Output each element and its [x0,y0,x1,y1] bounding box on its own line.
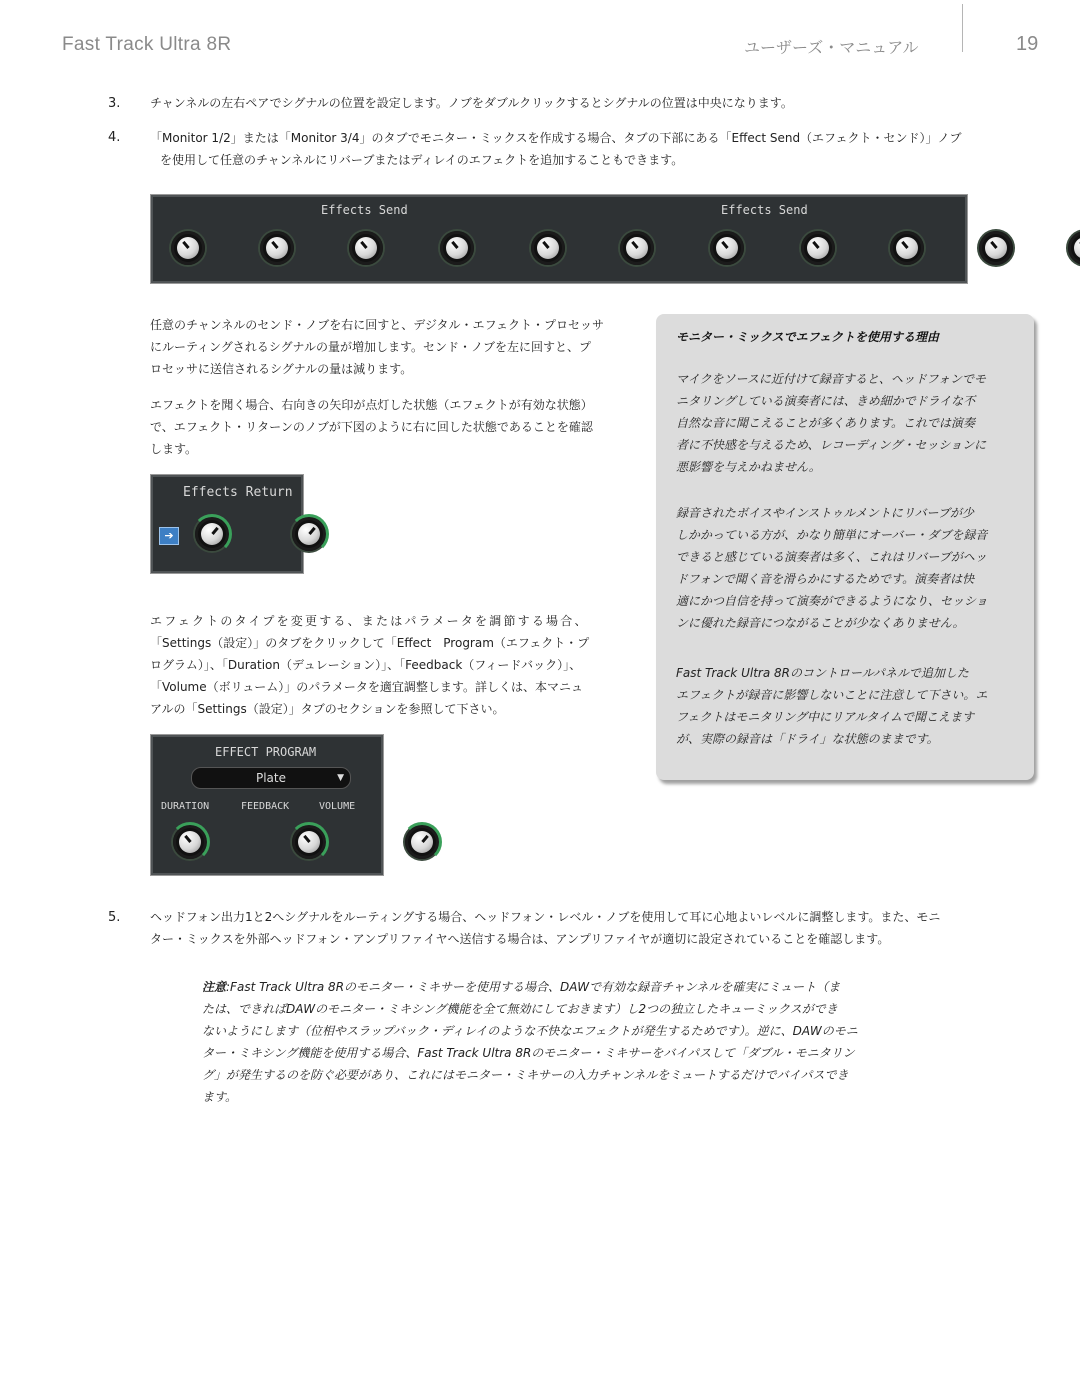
effect-program-dropdown[interactable] [191,767,351,789]
effects-return-panel [150,474,304,574]
sidebar-para1-line3: 自然な音に聞こえることが多くあります。これでは演奏 [676,416,976,430]
duration-label: DURATION [161,801,210,812]
note-line3: ないようにします（位相やスラップバック・ディレイのような不快なエフェクトが発生するためです）。逆に、DAWのモニ [202,1024,858,1038]
body-para1-line2: にルーティングされるシグナルの量が増加します。センド・ノブを左に回すと、プ [150,340,592,354]
volume-knob[interactable] [405,825,439,859]
effects-return-label: Effects Return [183,485,293,500]
sidebar-para1-line5: 悪影響を与えかねません。 [676,460,821,474]
sidebar-para2-line1: 録音されたボイスやインストゥルメントにリバーブが少 [676,506,974,520]
sidebar-para2-line3: できると感じている演奏者は多く、これはリバーブがヘッ [676,550,987,564]
return-knob-right[interactable] [292,517,326,551]
effects-enable-arrow-button[interactable] [159,527,179,545]
sidebar-box [656,314,1034,780]
note-label: 注意 [202,980,227,994]
send-knob-8[interactable] [801,231,835,265]
send-knob-5[interactable] [531,231,565,265]
manual-subtitle: ユーザーズ・マニュアル [744,38,919,57]
sidebar-para2-line4: ドフォンで聞く音を滑らかにするためです。演奏者は快 [676,572,975,586]
body-para3-line3: ログラム）」、「Duration（デュレーション）」、「Feedback（フィードバック）」、 [150,658,582,672]
sidebar-para3-line3: フェクトはモニタリング中にリアルタイムで聞こえます [676,710,974,724]
send-knob-10[interactable] [979,231,1013,265]
body-para3-line1: エフェクトのタイプを変更する、またはパラメータを調節する場合、 [150,614,589,628]
send-knob-3[interactable] [349,231,383,265]
feedback-label: FEEDBACK [241,801,290,812]
step-5-text-line1: ヘッドフォン出力1と2へシグナルをルーティングする場合、ヘッドフォン・レベル・ノブを使用して耳に心地よいレベルに調整します。また、モニ [150,910,941,924]
sidebar-para1-line1: マイクをソースに近付けて録音すると、ヘッドフォンでモ [676,372,986,386]
effect-program-label: EFFECT PROGRAM [215,745,317,759]
send-knob-4[interactable] [440,231,474,265]
effect-program-selected: Plate [255,771,286,785]
send-knob-row [171,231,951,271]
effects-send-label-left: Effects Send [321,203,408,217]
note-line1 [202,976,840,998]
step-3-number: 3. [108,96,121,111]
sidebar-heading: モニター・ミックスでエフェクトを使用する理由 [676,330,940,344]
body-para3-line4: 「Volume（ボリューム）」のパラメータを適宜調整します。詳しくは、本マニュ [150,680,583,694]
note-line2: たは、できればDAWのモニター・ミキシング機能を全て無効にしておきます）し2つの独立したキューミックスができ [202,1002,838,1016]
body-para2-line2: で、エフェクト・リターンのノブが下図のように右に回した状態であることを確認 [150,420,593,434]
step-5-text-line2: ター・ミックスを外部ヘッドフォン・アンプリファイヤへ送信する場合は、アンプリファイヤが適切に設定されていることを確認します。 [150,932,890,946]
send-knob-7[interactable] [710,231,744,265]
sidebar-para3-line4: が、実際の録音は「ドライ」な状態のままです。 [676,732,939,746]
sidebar-para3-line2: エフェクトが録音に影響しないことに注意して下さい。エ [676,688,988,702]
effect-program-panel [150,734,384,876]
body-para2-line3: します。 [150,442,198,456]
sidebar-para3-line1: Fast Track Ultra 8Rのコントロールパネルで追加した [676,666,969,680]
send-knob-6[interactable] [620,231,654,265]
body-para1-line1: 任意のチャンネルのセンド・ノブを右に回すと、デジタル・エフェクト・プロセッサ [150,318,604,332]
step-4-text-line1: 「Monitor 1/2」または「Monitor 3/4」のタブでモニター・ミックスを作成する場合、タブの下部にある「Effect Send（エフェクト・センド）」ノブ [150,131,962,145]
body-para1-line3: ロセッサに送信されるシグナルの量は減ります。 [150,362,413,376]
sidebar-para1-line2: ニタリングしている演奏者には、きめ細かでドライな不 [676,394,976,408]
document-title: Fast Track Ultra 8R [62,34,232,55]
step-4-text-line2: を使用して任意のチャンネルにリバーブまたはディレイのエフェクトを追加することもできます。 [160,153,684,167]
send-knob-2[interactable] [260,231,294,265]
body-para2-line1: エフェクトを聞く場合、右向きの矢印が点灯した状態（エフェクトが有効な状態） [150,398,593,412]
body-para3-line5: アルの「Settings（設定）」タブのセクションを参照して下さい。 [150,702,505,716]
note-line5: グ」が発生するのを防ぐ必要があり、これにはモニター・ミキサーの入力チャンネルをミュートするだけでバイパスでき [202,1068,849,1082]
feedback-knob[interactable] [292,825,326,859]
page-number: 19 [1016,33,1039,55]
duration-knob[interactable] [173,825,207,859]
body-para3-line2: 「Settings（設定）」のタブをクリックして「Effect Program（エフェクト・プ [150,636,590,650]
effects-send-label-right: Effects Send [721,203,808,217]
send-knob-9[interactable] [890,231,924,265]
sidebar-para2-line6: ンに優れた録音につながることが少なくありません。 [676,616,965,630]
return-knob-left[interactable] [195,517,229,551]
chevron-down-icon: ▼ [337,773,344,783]
sidebar-para2-line5: 適にかつ自信を持って演奏ができるようになり、セッショ [676,594,988,608]
sidebar-para1-line4: 者に不快感を与えるため、レコーディング・セッションに [676,438,987,452]
note-line4: ター・ミキシング機能を使用する場合、Fast Track Ultra 8Rのモニター・ミキサーをバイパスして「ダブル・モニタリン [202,1046,855,1060]
note-line1-text: :Fast Track Ultra 8Rのモニター・ミキサーを使用する場合、DAWで有効な録音チャンネルを確実にミュート（ま [226,980,841,994]
arrow-right-icon: ➔ [164,529,174,542]
step-5-number: 5. [108,910,121,925]
send-knob-11[interactable] [1068,231,1080,265]
step-4-number: 4. [108,130,121,145]
send-knob-1[interactable] [171,231,205,265]
effects-send-panel [150,194,968,284]
volume-label: VOLUME [319,801,356,812]
step-3-text: チャンネルの左右ペアでシグナルの位置を設定します。ノブをダブルクリックするとシグナルの位置は中央になります。 [150,96,793,110]
sidebar-para2-line2: しかかっている方が、かなり簡単にオーバー・ダブを録音 [676,528,988,542]
note-line6: ます。 [202,1090,238,1104]
header-divider [962,4,963,52]
